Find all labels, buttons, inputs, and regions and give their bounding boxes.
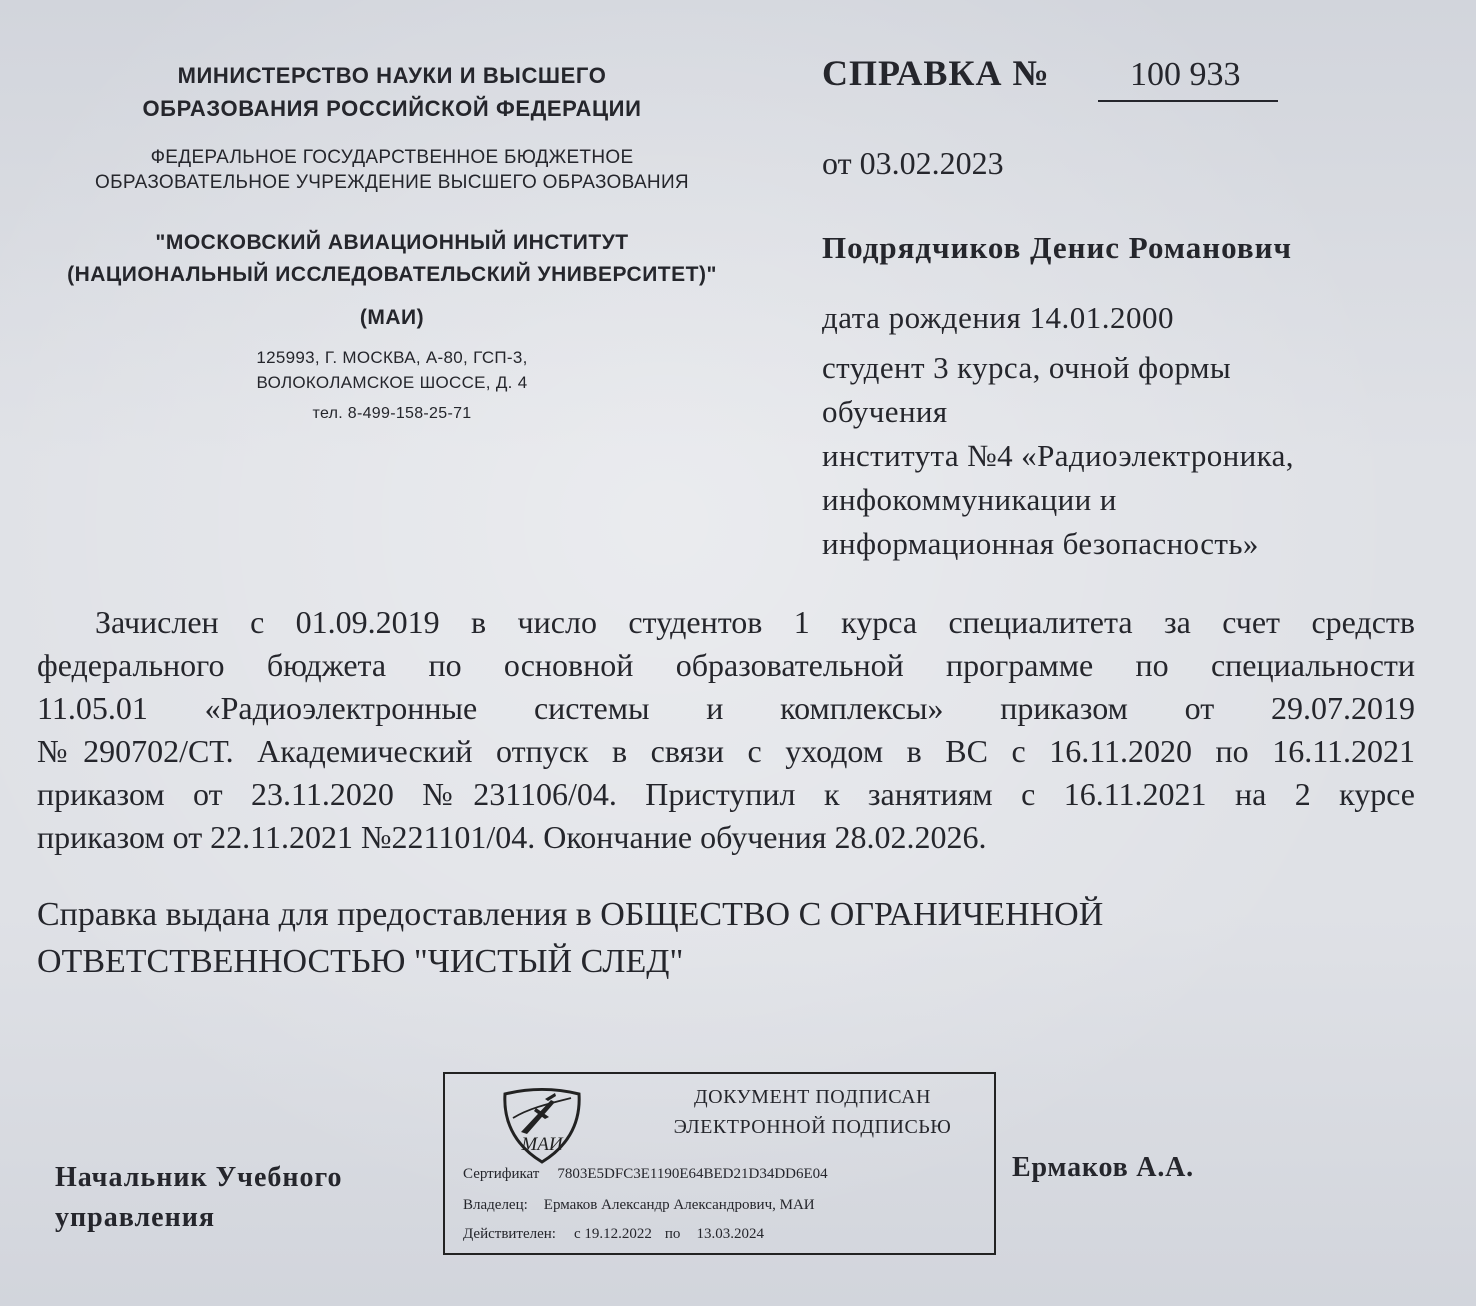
- ministry-line-1: МИНИСТЕРСТВО НАУКИ И ВЫСШЕГО: [177, 63, 607, 88]
- issued-for-statement: [37, 891, 1103, 985]
- institution-phone: тел. 8-499-158-25-71: [312, 405, 472, 422]
- owner-value: Ермаков Александр Александрович, МАИ: [543, 1197, 815, 1213]
- study-info-line: обучения: [822, 394, 948, 429]
- study-info-line: института №4 «Радиоэлектроника,: [822, 438, 1294, 473]
- stamp-owner-row: [463, 1195, 815, 1215]
- institution-abbreviation: (МАИ): [359, 306, 425, 329]
- institution-name-line-2: (НАЦИОНАЛЬНЫЙ ИССЛЕДОВАТЕЛЬСКИЙ УНИВЕРСИТЕТ)": [67, 263, 717, 286]
- signatory-position: [55, 1158, 343, 1238]
- certificate-title: СПРАВКА №: [822, 53, 1050, 93]
- mai-logo-icon: [499, 1086, 585, 1166]
- paragraph-line: приказом от 22.11.2021 №221101/04. Окончание обучения 28.02.2026.: [37, 819, 987, 855]
- institution-type-line-1: ФЕДЕРАЛЬНОЕ ГОСУДАРСТВЕННОЕ БЮДЖЕТНОЕ: [150, 147, 634, 168]
- valid-to: 13.03.2024: [696, 1226, 764, 1242]
- paragraph-line: приказом от 23.11.2020 №231106/04. Приступил к занятиям с 16.11.2021 на 2 курсе: [37, 776, 1415, 812]
- study-info-line: инфокоммуникации и: [822, 482, 1117, 517]
- issued-for-line-2: ОТВЕТСТВЕННОСТЬЮ "ЧИСТЫЙ СЛЕД": [37, 943, 684, 980]
- institution-type-line-2: ОБРАЗОВАТЕЛЬНОЕ УЧРЕЖДЕНИЕ ВЫСШЕГО ОБРАЗОВАНИЯ: [95, 172, 689, 193]
- electronic-signature-stamp: [443, 1072, 996, 1255]
- institution-address: [12, 345, 772, 395]
- study-info-line: информационная безопасность»: [822, 526, 1259, 561]
- paragraph-line: 11.05.01 «Радиоэлектронные системы и комплексы» приказом от 29.07.2019: [37, 690, 1415, 726]
- ministry-name: [12, 59, 772, 125]
- address-line-2: ВОЛОКОЛАМСКОЕ ШОССЕ, Д. 4: [256, 373, 528, 392]
- signatory-name: Ермаков А.А.: [1012, 1152, 1194, 1183]
- institution-header: [12, 0, 772, 440]
- address-line-1: 125993, Г. МОСКВА, А-80, ГСП-3,: [256, 348, 528, 367]
- certificate-date: от 03.02.2023: [822, 145, 1004, 181]
- stamp-certificate-row: [463, 1164, 828, 1184]
- paragraph-line: Зачислен с 01.09.2019 в число студентов 1 курса специалитета за счет средств: [95, 604, 1415, 640]
- institution-name: [12, 227, 772, 291]
- stamp-title: [645, 1082, 980, 1142]
- mai-logo-text: МАИ: [521, 1134, 563, 1155]
- valid-label: Действителен:: [463, 1226, 556, 1242]
- study-info-line: студент 3 курса, очной формы: [822, 350, 1232, 385]
- owner-label: Владелец:: [463, 1197, 528, 1213]
- study-info: [822, 346, 1294, 566]
- paragraph-line: №290702/СТ. Академический отпуск в связи с уходом в ВС с 16.11.2020 по 16.11.2021: [37, 733, 1415, 769]
- stamp-title-line-2: ЭЛЕКТРОННОЙ ПОДПИСЬЮ: [673, 1116, 952, 1138]
- enrollment-paragraph: [37, 601, 1415, 859]
- signatory-position-line-1: Начальник Учебного: [55, 1162, 343, 1193]
- student-name: Подрядчиков Денис Романович: [822, 230, 1292, 265]
- certificate-number: 100 933: [1130, 56, 1241, 93]
- institution-name-line-1: "МОСКОВСКИЙ АВИАЦИОННЫЙ ИНСТИТУТ: [155, 231, 629, 254]
- birth-date: дата рождения 14.01.2000: [822, 300, 1175, 335]
- certificate-label: Сертификат: [463, 1166, 540, 1182]
- certificate-number-underline: [1098, 100, 1278, 102]
- signatory-position-line-2: управления: [55, 1202, 216, 1233]
- stamp-title-line-1: ДОКУМЕНТ ПОДПИСАН: [694, 1086, 931, 1108]
- certificate-serial: 7803E5DFC3E1190E64BED21D34DD6E04: [557, 1166, 828, 1182]
- ministry-line-2: ОБРАЗОВАНИЯ РОССИЙСКОЙ ФЕДЕРАЦИИ: [142, 96, 642, 121]
- valid-to-label: по: [664, 1226, 681, 1242]
- stamp-validity-row: [463, 1224, 764, 1244]
- issued-for-line-1: Справка выдана для предоставления в ОБЩЕСТВО С ОГРАНИЧЕННОЙ: [37, 896, 1104, 933]
- institution-type: [12, 145, 772, 195]
- paragraph-line: федерального бюджета по основной образовательной программе по специальности: [37, 647, 1415, 683]
- valid-from: с 19.12.2022: [573, 1226, 652, 1242]
